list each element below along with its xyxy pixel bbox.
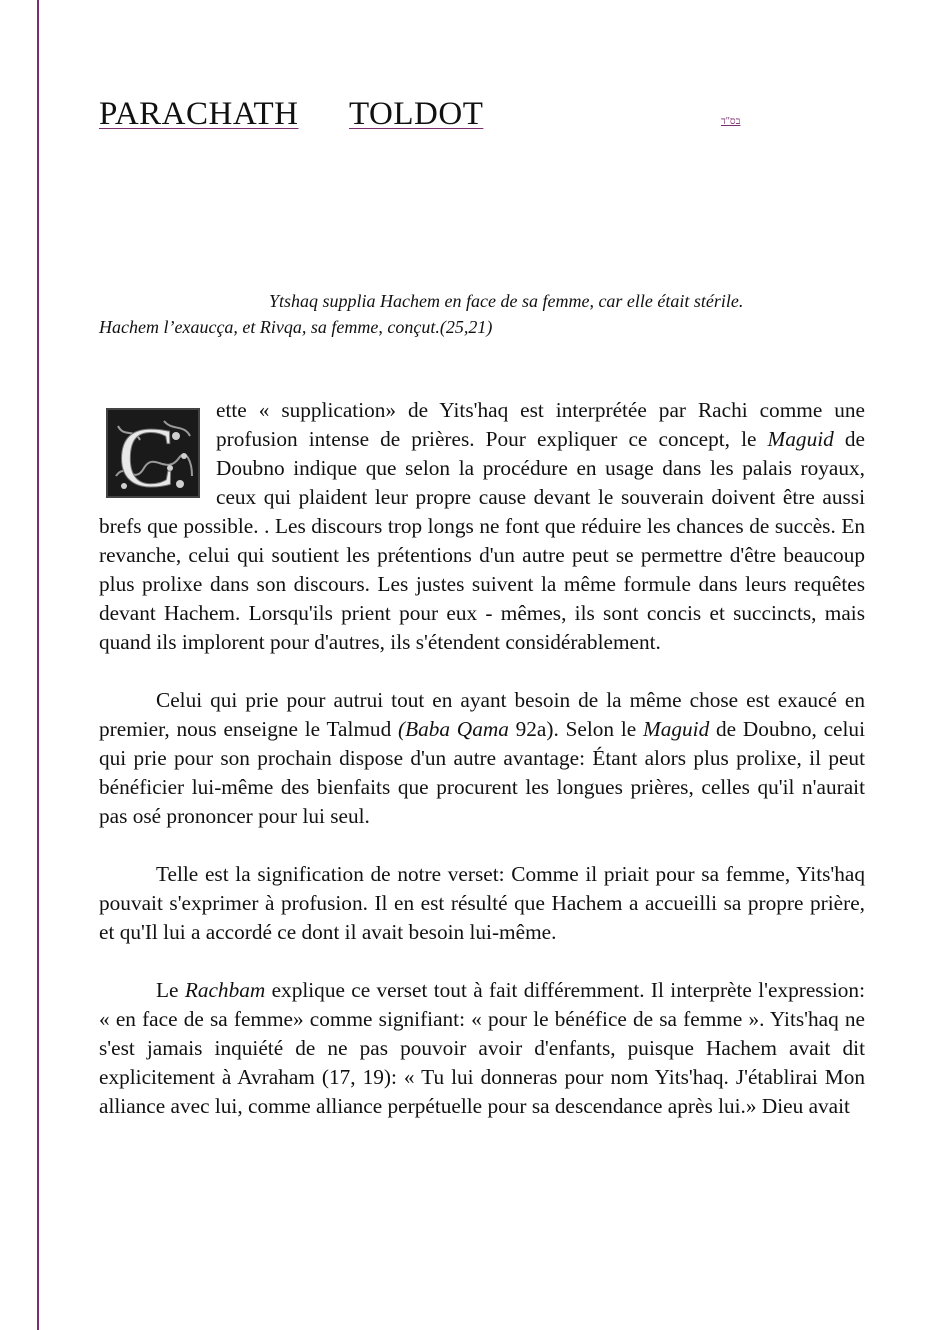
paragraph-1 [99, 396, 865, 657]
paragraph-2-text-a: Celui qui prie pour autrui tout en ayant besoin de la même chose est exaucé en premier, nous enseigne le Talmud [99, 688, 865, 741]
dropcap-letter: C [118, 409, 176, 500]
epigraph-verse [99, 288, 859, 340]
epigraph-line-2: Hachem l’exaucça, et Rivqa, sa femme, conçut.(25,21) [99, 317, 493, 337]
paragraph-1-text-a: ette « supplication» de Yits'haq est interprétée par Rachi comme une profusion intense de prières. Pour expliquer ce concept, le [216, 398, 865, 451]
paragraph-2-text-b: 92a). Selon le [508, 717, 643, 741]
paragraph-4 [99, 976, 865, 1121]
page-title-word-2: TOLDOT [349, 96, 484, 132]
paragraph-2 [99, 686, 865, 831]
epigraph-line-1: Ytshaq supplia Hachem en face de sa femme, car elle était stérile. [269, 291, 744, 311]
bsd-mark: בס"ד [721, 116, 741, 127]
margin-rule [37, 0, 39, 1330]
article-body [99, 396, 865, 1150]
paragraph-2-text-c: de Doubno, celui qui prie pour son prochain dispose d'un autre avantage: Étant alors plus prolixe, il peut bénéficier lui-même des bienfaits que procurent les longues prières, celles qu'il n'aurait pas osé prononcer pour lui seul. [99, 717, 865, 828]
paragraph-2-em-b: Maguid [642, 717, 710, 741]
paragraph-3: Telle est la signification de notre verset: Comme il priait pour sa femme, Yits'haq pouvait s'exprimer à profusion. Il en est résulté que Hachem a accueilli sa propre prière, et qu'Il lui a accordé ce dont il avait besoin lui-même. [99, 862, 865, 944]
paragraph-4-text-a: Le [156, 978, 185, 1002]
paragraph-4-em-a: Rachbam [184, 978, 266, 1002]
paragraph-1-em-a: Maguid [767, 427, 834, 451]
paragraph-2-em-a: (Baba Qama [398, 717, 509, 741]
paragraph-4-text-b: explique ce verset tout à fait différemment. Il interprète l'expression: « en face de sa femme» comme signifiant: « pour le bénéfice de sa femme ». Yits'haq ne s'est jamais inquiété de ne pas pouvoir avoir d'enfants, puisque Hachem avait dit explicitement à Avraham (17, 19): « Tu lui donneras pour nom Yits'haq. J'établirai Mon alliance avec lui, comme alliance perpétuelle pour sa descendance après lui.» Dieu avait [99, 978, 865, 1118]
paragraph-1-text-b: de Doubno indique que selon la procédure en usage dans les palais royaux, ceux qui plaident leur propre cause devant le souverain doivent être aussi brefs que possible. . Les discours trop longs ne font que réduire les chances de succès. En revanche, celui qui soutient les prétentions d'un autre peut se permettre d'être beaucoup plus prolixe dans son discours. Les justes suivent la même formule dans leurs requêtes devant Hachem. Lorsqu'ils prient pour eux - mêmes, ils sont concis et succincts, mais quand ils implorent pour d'autres, ils s'étendent considérablement. [99, 427, 865, 654]
dropcap-ornament-icon [104, 406, 202, 500]
page-header [99, 96, 859, 136]
page-title-word-1: PARACHATH [99, 96, 299, 132]
